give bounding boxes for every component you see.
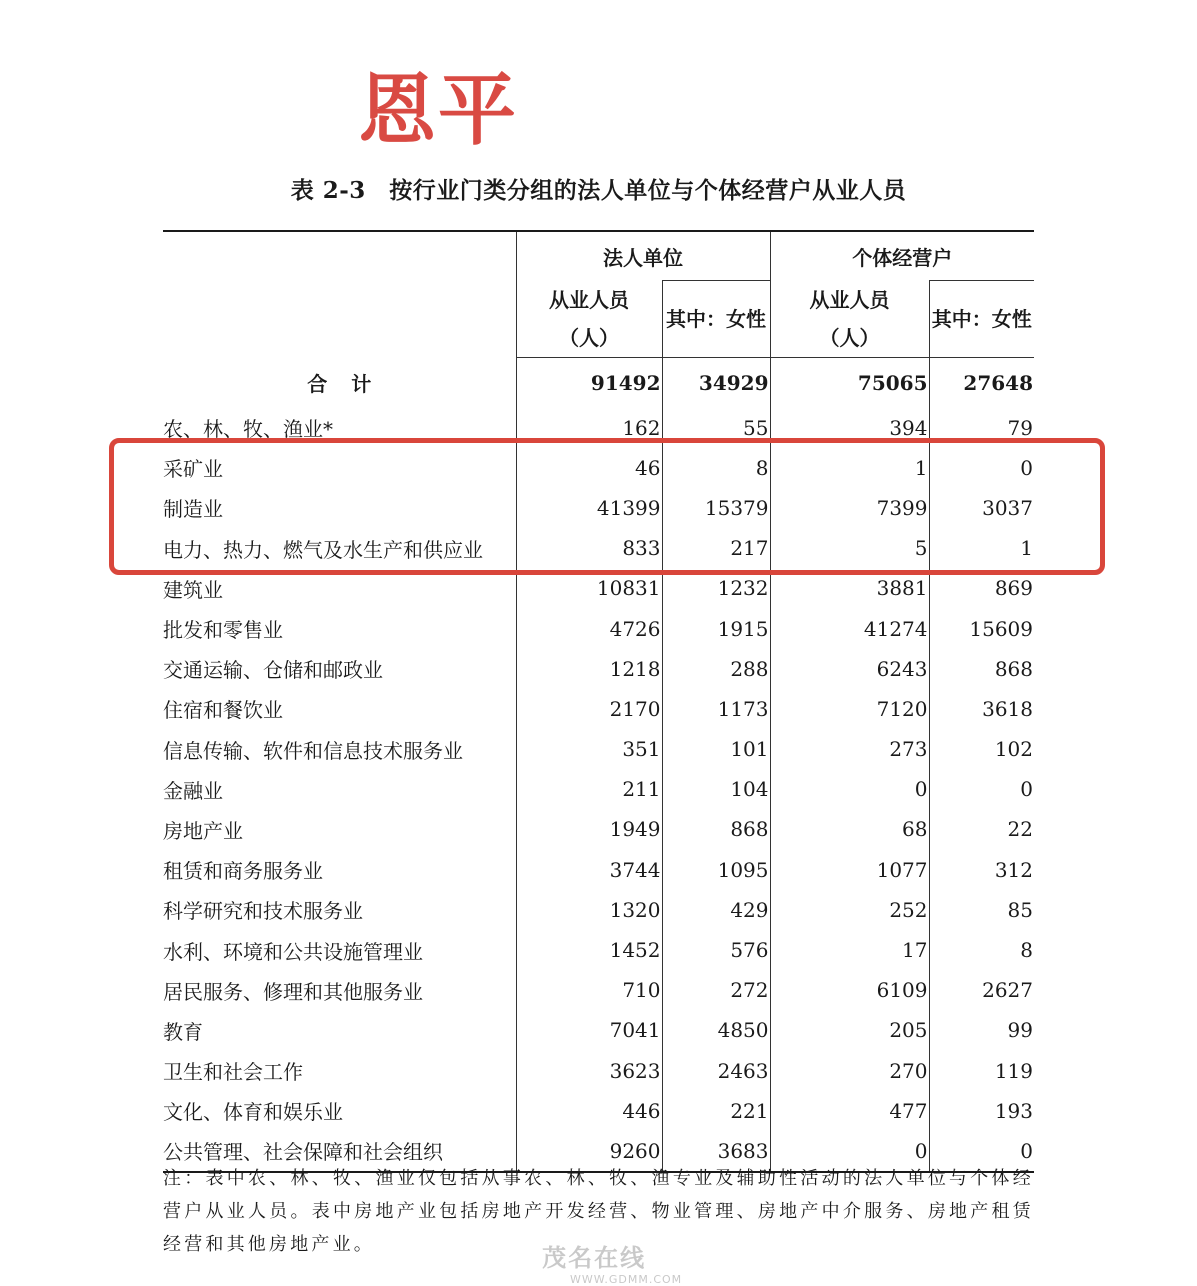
cell-indiv-female: 0 [929, 448, 1034, 488]
cell-indiv-employees: 68 [770, 809, 929, 849]
table-row [163, 1010, 1034, 1050]
cell-indiv-female: 0 [929, 769, 1034, 809]
row-label: 批发和零售业 [163, 618, 283, 643]
cell-legal-female: 3683 [662, 1131, 770, 1172]
row-label: 租赁和商务服务业 [163, 859, 323, 884]
table-row [163, 890, 1034, 930]
cell-indiv-female: 99 [929, 1010, 1034, 1050]
cell-legal-female: 868 [662, 809, 770, 849]
cell-legal-female: 34929 [662, 357, 770, 408]
cell-legal-female: 15379 [662, 488, 770, 528]
cell-legal-employees: 9260 [516, 1131, 662, 1172]
cell-legal-female: 429 [662, 890, 770, 930]
cell-legal-employees: 446 [516, 1091, 662, 1131]
cell-indiv-female: 3037 [929, 488, 1034, 528]
table-title: 表 2-3 按行业门类分组的法人单位与个体经营户从业人员 [290, 177, 907, 204]
cell-indiv-employees: 6109 [770, 970, 929, 1010]
cell-legal-female: 1095 [662, 850, 770, 890]
cell-legal-female: 4850 [662, 1010, 770, 1050]
cell-indiv-employees: 477 [770, 1091, 929, 1131]
table-row [163, 649, 1034, 689]
cell-indiv-employees: 41274 [770, 608, 929, 648]
table-row [163, 850, 1034, 890]
cell-legal-female: 104 [662, 769, 770, 809]
cell-legal-female: 288 [662, 649, 770, 689]
cell-legal-employees: 3744 [516, 850, 662, 890]
header-legal-entity: 法人单位 [516, 232, 770, 281]
cell-indiv-female: 85 [929, 890, 1034, 930]
header-legal-female: 其中：女性 [662, 281, 770, 358]
cell-legal-employees: 1452 [516, 930, 662, 970]
row-label: 制造业 [163, 497, 223, 522]
cell-legal-employees: 4726 [516, 608, 662, 648]
row-label: 合计 [307, 371, 396, 396]
cell-legal-employees: 2170 [516, 689, 662, 729]
cell-indiv-employees: 205 [770, 1010, 929, 1050]
table-row [163, 769, 1034, 809]
cell-indiv-employees: 5 [770, 528, 929, 568]
cell-indiv-employees: 7399 [770, 488, 929, 528]
cell-legal-employees: 3623 [516, 1051, 662, 1091]
cell-legal-female: 8 [662, 448, 770, 488]
watermark [506, 1238, 682, 1286]
header-indiv-employees: 从业人员 （人） [770, 281, 929, 358]
cell-indiv-female: 8 [929, 930, 1034, 970]
row-label: 金融业 [163, 778, 223, 803]
cell-indiv-female: 27648 [929, 357, 1034, 408]
cell-indiv-female: 15609 [929, 608, 1034, 648]
cell-legal-female: 1173 [662, 689, 770, 729]
cell-indiv-employees: 7120 [770, 689, 929, 729]
row-label: 交通运输、仓储和邮政业 [163, 658, 383, 683]
header-individual-business: 个体经营户 [770, 232, 1034, 281]
table-row [163, 729, 1034, 769]
cell-legal-female: 1232 [662, 568, 770, 608]
cell-indiv-employees: 75065 [770, 357, 929, 408]
total-row [163, 357, 1034, 408]
table-row [163, 1051, 1034, 1091]
cell-indiv-female: 119 [929, 1051, 1034, 1091]
cell-indiv-female: 79 [929, 408, 1034, 448]
cell-indiv-employees: 6243 [770, 649, 929, 689]
table-row [163, 608, 1034, 648]
header-indiv-female: 其中：女性 [929, 281, 1034, 358]
cell-legal-employees: 1949 [516, 809, 662, 849]
header-industry-blank [163, 232, 516, 357]
cell-indiv-employees: 0 [770, 769, 929, 809]
row-label: 住宿和餐饮业 [163, 698, 283, 723]
row-label: 农、林、牧、渔业* [163, 417, 333, 442]
header-legal-employees: 从业人员 （人） [516, 281, 662, 358]
table-row [163, 809, 1034, 849]
cell-indiv-employees: 0 [770, 1131, 929, 1172]
cell-indiv-employees: 17 [770, 930, 929, 970]
cell-indiv-female: 2627 [929, 970, 1034, 1010]
row-label: 房地产业 [163, 818, 243, 843]
cell-indiv-female: 102 [929, 729, 1034, 769]
cell-indiv-employees: 273 [770, 729, 929, 769]
stamp-title: 恩平 [358, 66, 519, 156]
cell-legal-employees: 10831 [516, 568, 662, 608]
cell-indiv-employees: 270 [770, 1051, 929, 1091]
row-label: 水利、环境和公共设施管理业 [163, 939, 423, 964]
cell-legal-employees: 1218 [516, 649, 662, 689]
cell-indiv-female: 0 [929, 1131, 1034, 1172]
cell-indiv-employees: 394 [770, 408, 929, 448]
cell-indiv-female: 869 [929, 568, 1034, 608]
cell-legal-employees: 351 [516, 729, 662, 769]
cell-indiv-female: 22 [929, 809, 1034, 849]
cell-legal-female: 576 [662, 930, 770, 970]
cell-legal-female: 1915 [662, 608, 770, 648]
cell-legal-female: 217 [662, 528, 770, 568]
row-label: 居民服务、修理和其他服务业 [163, 979, 423, 1004]
row-label: 信息传输、软件和信息技术服务业 [163, 738, 463, 763]
cell-legal-female: 221 [662, 1091, 770, 1131]
cell-legal-employees: 1320 [516, 890, 662, 930]
table-row [163, 689, 1034, 729]
cell-legal-female: 55 [662, 408, 770, 448]
cell-indiv-female: 1 [929, 528, 1034, 568]
employment-table [163, 230, 1034, 1173]
row-label: 建筑业 [163, 577, 223, 602]
cell-indiv-female: 312 [929, 850, 1034, 890]
cell-legal-employees: 7041 [516, 1010, 662, 1050]
cell-legal-employees: 211 [516, 769, 662, 809]
cell-legal-female: 101 [662, 729, 770, 769]
cell-legal-employees: 41399 [516, 488, 662, 528]
watermark-url: WWW.GDMM.COM [570, 1273, 683, 1286]
cell-indiv-female: 193 [929, 1091, 1034, 1131]
cell-legal-female: 272 [662, 970, 770, 1010]
row-label: 卫生和社会工作 [163, 1060, 303, 1085]
cell-indiv-employees: 1077 [770, 850, 929, 890]
cell-indiv-employees: 1 [770, 448, 929, 488]
cell-indiv-employees: 252 [770, 890, 929, 930]
row-label: 文化、体育和娱乐业 [163, 1100, 343, 1125]
row-label: 公共管理、社会保障和社会组织 [163, 1131, 516, 1172]
cell-legal-employees: 91492 [516, 357, 662, 408]
cell-legal-employees: 162 [516, 408, 662, 448]
row-label: 采矿业 [163, 457, 223, 482]
cell-indiv-employees: 3881 [770, 568, 929, 608]
table-row [163, 970, 1034, 1010]
table-footnote: 注：表中农、林、牧、渔业仅包括从事农、林、牧、渔专业及辅助性活动的法人单位与个体经营户从业人员。表中房地产业包括房地产开发经营、物业管理、房地产中介服务、房地产租赁经营和其他房地产业。 [163, 1168, 1034, 1255]
row-label: 电力、热力、燃气及水生产和供应业 [163, 537, 483, 562]
table-row [163, 1091, 1034, 1131]
highlight-annotation-box [109, 438, 1105, 575]
cell-indiv-female: 868 [929, 649, 1034, 689]
cell-legal-employees: 46 [516, 448, 662, 488]
cell-legal-employees: 710 [516, 970, 662, 1010]
row-label: 科学研究和技术服务业 [163, 899, 363, 924]
row-label: 教育 [163, 1019, 203, 1044]
watermark-text: 茂名在线 [542, 1244, 647, 1272]
table-row [163, 930, 1034, 970]
cell-legal-employees: 833 [516, 528, 662, 568]
cell-legal-female: 2463 [662, 1051, 770, 1091]
cell-indiv-female: 3618 [929, 689, 1034, 729]
